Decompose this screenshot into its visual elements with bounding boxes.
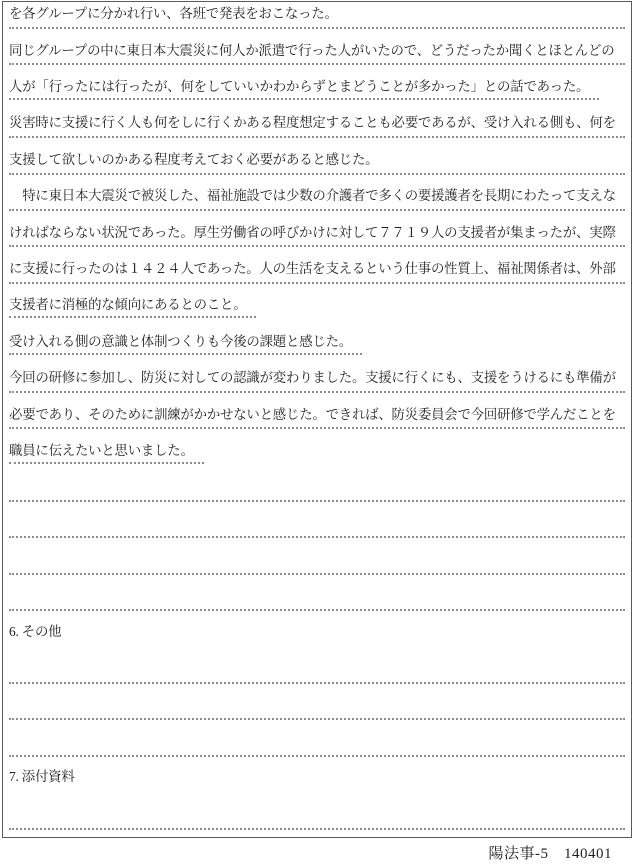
form-lines xyxy=(9,2,625,830)
form-frame xyxy=(2,1,632,838)
body-text-line xyxy=(9,65,625,101)
body-text-line xyxy=(9,393,625,429)
line-text: 特に東日本大震災で被災した、福祉施設では少数の介護者で多くの要援護者を長期にわたって支えな xyxy=(9,188,616,204)
section-heading xyxy=(9,757,625,793)
line-text: 支援者に消極的な傾向にあるとのこと。 xyxy=(9,297,256,318)
line-text: 職員に伝えたいと思いました。 xyxy=(9,443,204,464)
blank-ruled-line xyxy=(9,502,625,538)
line-text: 7. 添付資料 xyxy=(9,769,75,785)
blank-ruled-line xyxy=(9,466,625,502)
body-text-line xyxy=(9,211,625,247)
body-text-line xyxy=(9,284,625,320)
line-text: 必要であり、そのために訓練がかかせないと感じた。できれば、防災委員会で今回研修で学んだことを xyxy=(9,406,616,422)
line-text: 6. その他 xyxy=(9,623,62,639)
form-code: 陽法事-5 140401 xyxy=(488,846,612,862)
line-text: 今回の研修に参加し、防災に対しての認識が変わりました。支援に行くにも、支援をうけるにも準備が xyxy=(9,370,616,386)
body-text-line xyxy=(9,102,625,138)
line-text: 受け入れる側の意識と体制つくりも今後の課題と感じた。 xyxy=(9,334,362,355)
body-text-line xyxy=(9,320,625,356)
line-text: 災害時に支援に行く人も何をしに行くかある程度想定することも必要であるが、受け入れる側も、何を xyxy=(9,115,616,131)
blank-ruled-line xyxy=(9,793,625,829)
line-text: ければならない状況であった。厚生労働省の呼びかけに対して７７１９人の支援者が集まったが、実際 xyxy=(9,224,616,240)
blank-ruled-line xyxy=(9,720,625,756)
line-text: を各グループに分かれ行い、各班で発表をおこなった。 xyxy=(9,6,338,22)
blank-ruled-line xyxy=(9,684,625,720)
body-text-line xyxy=(9,429,625,465)
body-text-line xyxy=(9,138,625,174)
blank-ruled-line xyxy=(9,538,625,574)
line-text: 支援して欲しいのかある程度考えておく必要があると感じた。 xyxy=(9,151,379,167)
body-text-line xyxy=(9,357,625,393)
line-text: に支援に行ったのは１４２４人であった。人の生活を支えるという仕事の性質上、福祉関係者は、外部 xyxy=(9,260,616,276)
body-text-line xyxy=(9,29,625,65)
section-heading xyxy=(9,611,625,647)
line-text: 同じグループの中に東日本大震災に何人か派遣で行った人がいたので、どうだったか聞くとほとんどの xyxy=(9,42,615,58)
body-text-line xyxy=(9,2,625,29)
blank-ruled-line xyxy=(9,648,625,684)
body-text-line xyxy=(9,247,625,283)
line-text: 人が「行ったには行ったが、何をしていいかわからずとまどうことが多かった」との話であった。 xyxy=(9,79,599,100)
blank-ruled-line xyxy=(9,575,625,611)
body-text-line xyxy=(9,175,625,211)
